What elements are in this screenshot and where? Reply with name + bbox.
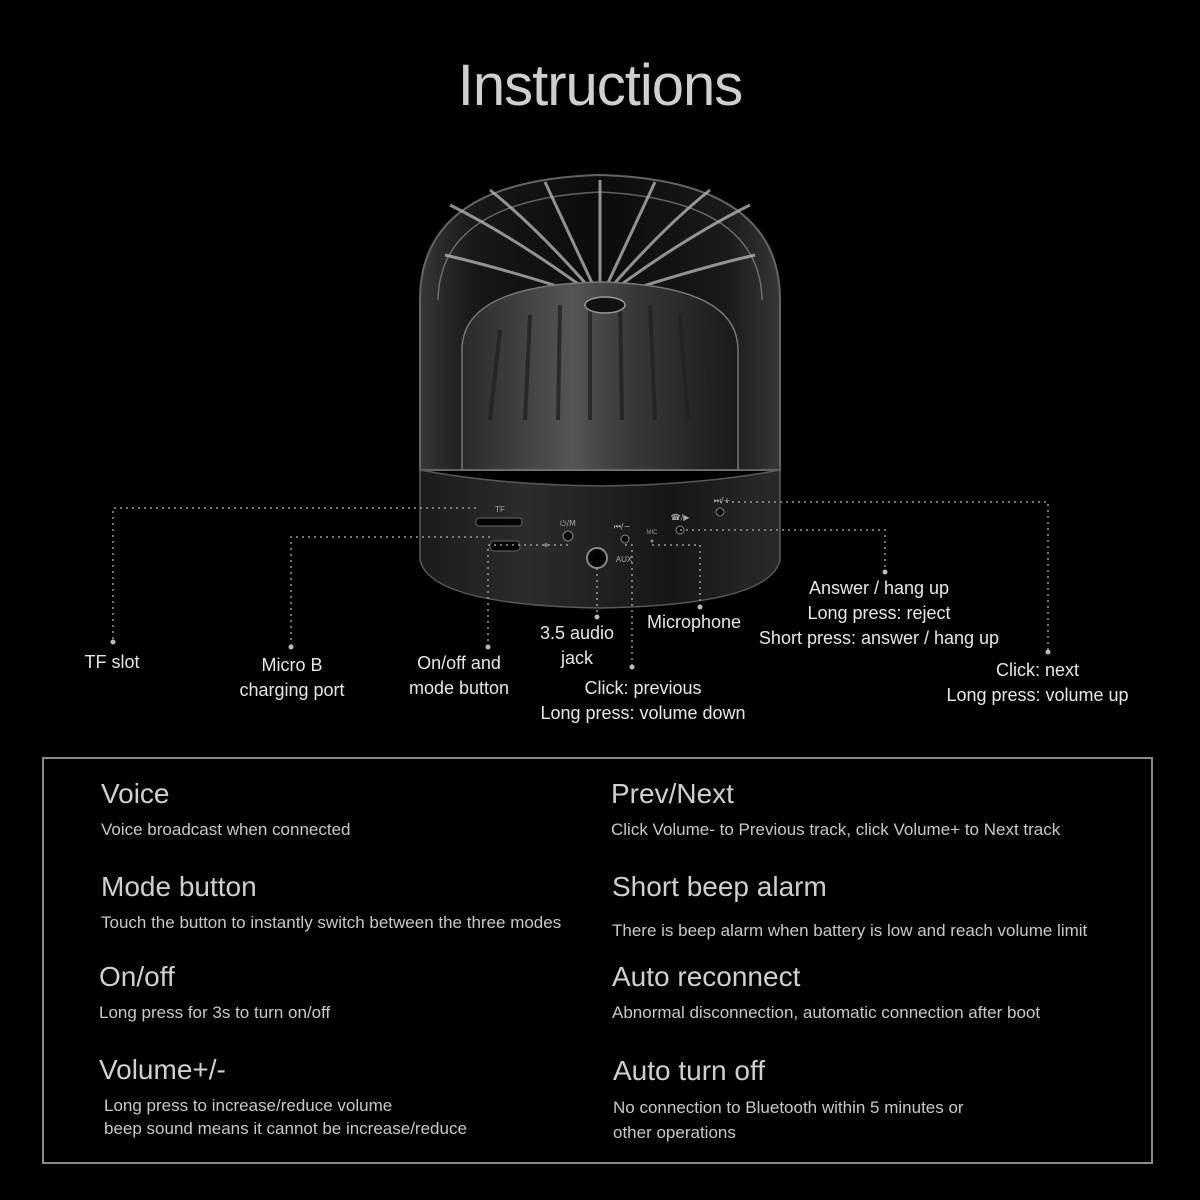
callout-onoff-mode: On/off and mode button: [408, 653, 510, 698]
callout-audio-jack: 3.5 audio jack: [539, 623, 615, 668]
feature-on-off: [99, 961, 579, 1025]
feature-title: Auto reconnect: [612, 961, 801, 992]
feature-desc: Touch the button to instantly switch between the three modes: [101, 913, 562, 932]
micro-b-port: [490, 541, 520, 551]
svg-text:MIC: MIC: [646, 530, 658, 536]
feature-desc: Click Volume- to Previous track, click Volume+ to Next track: [611, 820, 1061, 839]
feature-auto-turn-off: [613, 1055, 1113, 1145]
feature-title: On/off: [99, 961, 175, 992]
feature-auto-reconnect: [612, 961, 1132, 1025]
callout-tf-slot: TF slot: [84, 652, 140, 672]
feature-desc: Long press to increase/reduce volume beep sound means it cannot be increase/reduce: [104, 1096, 467, 1138]
feature-voice: [101, 778, 581, 842]
callout-previous: Click: previous Long press: volume down: [540, 678, 746, 723]
feature-short-beep: [612, 871, 1132, 943]
feature-desc: There is beep alarm when battery is low and reach volume limit: [612, 921, 1088, 940]
page-title: Instructions: [457, 53, 743, 118]
svg-text:AUX: AUX: [615, 555, 633, 564]
feature-title: Auto turn off: [613, 1055, 766, 1086]
feature-desc: Abnormal disconnection, automatic connection after boot: [612, 1003, 1041, 1022]
svg-text:⏻/M: ⏻/M: [560, 519, 576, 528]
feature-volume: [99, 1054, 579, 1140]
feature-desc: Long press for 3s to turn on/off: [99, 1003, 331, 1022]
tf-slot-port: [476, 518, 522, 526]
callout-next: Click: next Long press: volume up: [946, 660, 1129, 705]
feature-desc: Voice broadcast when connected: [101, 820, 351, 839]
feature-title: Mode button: [101, 871, 257, 902]
speaker-base: [420, 470, 780, 608]
feature-mode-button: [101, 871, 601, 935]
callout-answer: Answer / hang up Long press: reject Short press: answer / hang up: [758, 578, 1000, 648]
tf-port-label: TF: [495, 505, 505, 514]
led-dot: [544, 543, 548, 547]
callout-micro-b: Micro B charging port: [239, 655, 345, 700]
power-mode-button: [563, 531, 573, 541]
svg-text:⏭/+: ⏭/+: [713, 496, 731, 505]
feature-title: Short beep alarm: [612, 871, 827, 902]
svg-text:☎/▶: ☎/▶: [670, 513, 690, 522]
mic-hole: [651, 540, 654, 543]
next-button: [716, 508, 724, 516]
feature-title: Voice: [101, 778, 170, 809]
callout-microphone: Microphone: [646, 612, 742, 632]
feature-prev-next: [611, 778, 1131, 842]
prev-button: [621, 535, 629, 543]
feature-desc: No connection to Bluetooth within 5 minutes or other operations: [613, 1098, 964, 1142]
svg-text:⏮/−: ⏮/−: [613, 522, 631, 531]
feature-title: Volume+/-: [99, 1054, 226, 1085]
feature-title: Prev/Next: [611, 778, 734, 809]
